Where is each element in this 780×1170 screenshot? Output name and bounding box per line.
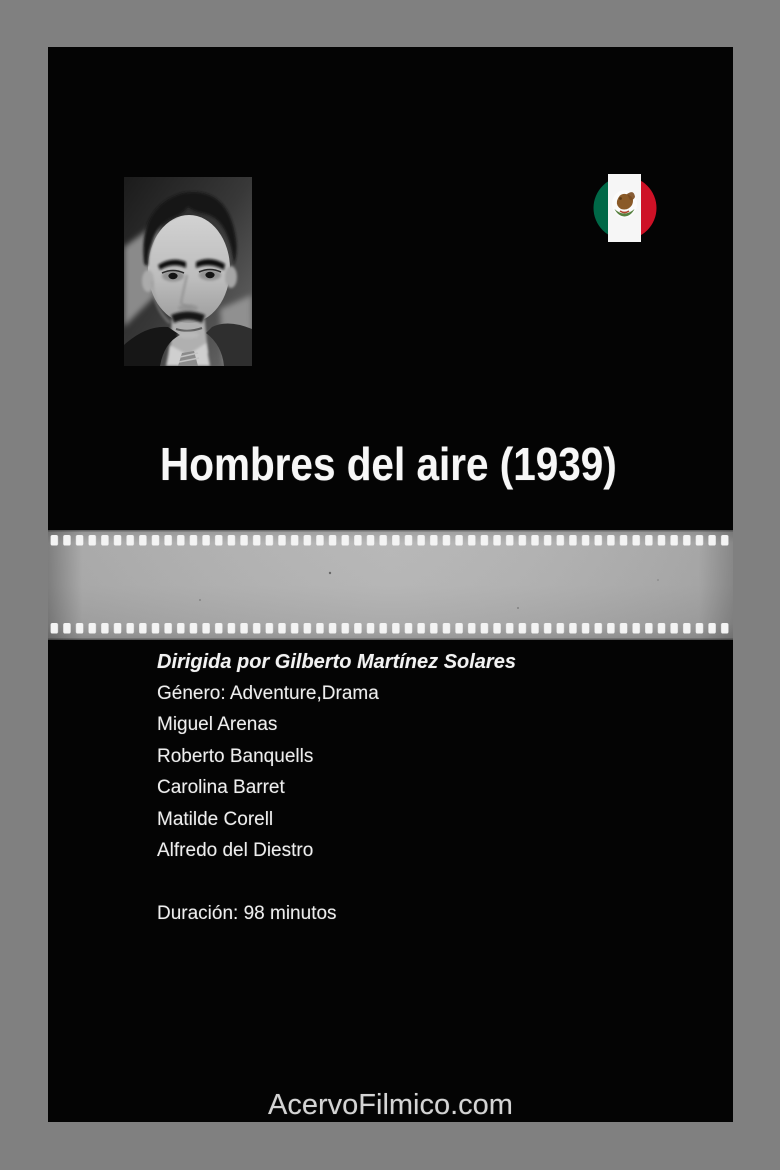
movie-title: Hombres del aire (1939) — [160, 438, 617, 490]
genre-line: Género: Adventure,Drama — [157, 683, 379, 705]
cast-member: Carolina Barret — [157, 777, 285, 799]
poster-card — [48, 47, 733, 1122]
portrait-photo-graphic — [124, 177, 252, 366]
director-credit: Dirigida por Gilberto Martínez Solares — [157, 651, 516, 674]
mexico-flag-icon — [593, 174, 657, 242]
cast-member: Matilde Corell — [157, 808, 274, 830]
mexico-flag-graphic — [593, 174, 657, 242]
director-portrait — [124, 177, 252, 366]
cast-member: Miguel Arenas — [157, 714, 278, 736]
film-strip-svg — [48, 530, 733, 640]
site-watermark: AcervoFilmico.com — [268, 1089, 513, 1121]
credits-spacer — [157, 867, 516, 898]
cast-member: Roberto Banquells — [157, 745, 314, 767]
duration-line: Duración: 98 minutos — [157, 902, 337, 924]
film-strip-graphic — [48, 530, 733, 640]
cast-member: Alfredo del Diestro — [157, 840, 314, 862]
credits-block — [157, 647, 516, 930]
